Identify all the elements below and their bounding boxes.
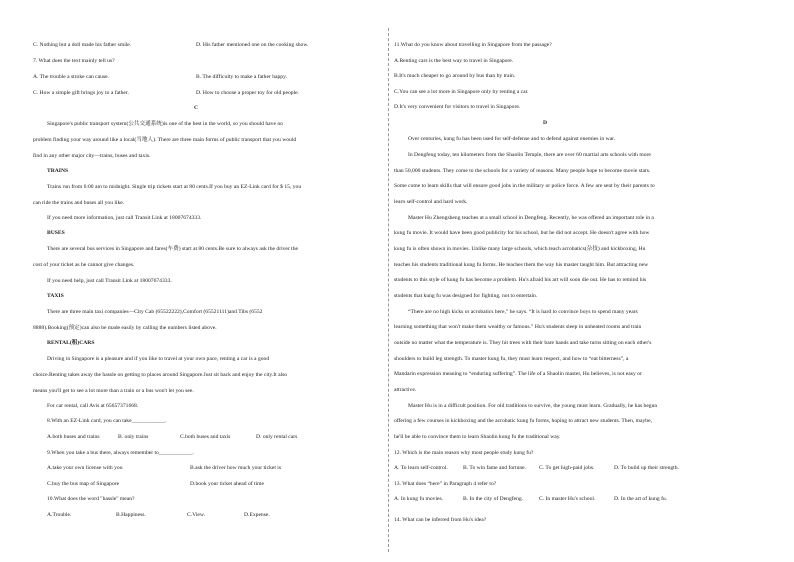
rental-cars-text: For car rental, call Avis at 65657371668.	[47, 403, 139, 409]
question-7: 7. What does the text mainly tell us?	[33, 58, 115, 64]
passage-d-paragraph: shoulders to build leg strength. To master kung fu, they must learn respect, and how to “eat bitterness”, a	[394, 356, 629, 362]
question-13: 13. What does “here” in Paragraph 4 refer to?	[394, 481, 497, 487]
question-14: 14. What can be inferred from Hu's idea?	[394, 517, 487, 523]
q11-option-b: B.It's much cheaper to go around by bus than by train.	[394, 73, 516, 79]
passage-c-paragraph: Singapore's public transport system(公共交通系统)is one of the best in the world, so you should have no	[47, 121, 283, 127]
q11-option-a: A.Renting cars is the best way to travel in Singapore.	[394, 58, 514, 64]
q8-option-d: D. only rental cars	[256, 434, 298, 440]
rental-cars-text: Driving in Singapore is a pleasure and if you like to travel at your own pace, renting a car is a good	[47, 356, 270, 362]
passage-d-paragraph: teaches his students traditional kung fu forms. He teaches them the way his master taught him. But attracting new	[394, 262, 649, 268]
q10-option-a: A.Trouble.	[47, 512, 72, 518]
question-12: 12. Which is the main reason why most people study kung fu?	[394, 450, 534, 456]
rental-cars-text: choice.Renting takes away the hassle on getting to places around Singapore.Just sit back and enjoy the city.It also	[33, 372, 288, 378]
buses-text: There are several bus services in Singapore and fares(车费) start at 80 cents.Be sure to always ask the driver the	[47, 246, 299, 252]
q13-option-b: B. In the city of Dengfeng.	[463, 496, 524, 502]
q10-option-b: B.Happiness.	[116, 512, 146, 518]
q7-option-b: B. The difficulty to make a father happy.	[196, 74, 287, 80]
question-11: 11.What do you know about travelling in Singapore from the passage?	[394, 42, 552, 48]
passage-d-paragraph: students to this style of kung fu has become a problem. Hu's afraid his art will soon die out. He has to remind his	[394, 277, 647, 283]
passage-d-paragraph: In Dengfeng today, ten kilometers from the Shaolin Temple, there are over 60 martial arts schools with more	[408, 152, 651, 158]
passage-d-paragraph: offering a few courses in kickboxing and the acrobatic kung fu forms, hoping to attract new students. Then, maybe,	[394, 418, 652, 424]
rental-cars-text: means you'll get to see a lot more than a train or a bus won't let you see.	[33, 388, 194, 394]
q11-option-d: D.It's very convenient for visitors to travel in Singapore.	[394, 104, 521, 110]
passage-d-paragraph: than 50,000 students. They come to the schools for a variety of reasons. Many people hope to become movie stars.	[394, 168, 651, 174]
q13-option-a: A. In kung fu movies.	[394, 496, 444, 502]
question-8: 8.With an EZ-Link card, you can take____________.	[47, 418, 167, 424]
q10-option-d: D.Expense.	[244, 512, 270, 518]
question-9: 9.When you take a bus there, always remember to____________.	[47, 450, 194, 456]
passage-d-paragraph: learning something that won't make them wealthy or famous.” Hu's students sleep in unheated rooms and train	[394, 324, 642, 330]
trains-text: can ride the trains and buses all you like.	[33, 200, 125, 206]
q7-option-a: A. The trouble a stroke can cause.	[33, 74, 110, 80]
passage-d-paragraph: he'll be able to convince them to learn Shaolin kung fu the traditional way.	[394, 434, 561, 440]
q9-option-a: A.take your own license with you	[47, 465, 123, 471]
passage-c-paragraph: find in any other major city—trains, buses and taxis.	[33, 153, 151, 159]
passage-d-paragraph: “There are no high kicks or acrobatics here,” he says. “It is hard to convince boys to spend many years	[408, 309, 638, 315]
taxis-heading: TAXIS	[47, 293, 64, 299]
trains-heading: TRAINS	[47, 168, 69, 174]
section-d-heading: D	[543, 120, 548, 126]
q13-option-c: C. In master Hu's school.	[539, 496, 596, 502]
passage-d-paragraph: kung fu is often shown in movies. Unlike many large schools, which teach acrobatics(杂技) and kickboxing, Hu	[394, 246, 646, 252]
q7-option-c: C. How a simple gift brings joy to a father.	[33, 90, 129, 96]
column-divider	[388, 28, 389, 552]
taxis-text: 8888).Booking(预定)can also be made easily by calling the numbers listed above.	[33, 325, 217, 331]
question-10: 10.What does the word "hassle" mean?	[47, 496, 135, 502]
passage-c-paragraph: problem finding your way around like a local(当地人). There are three main forms of public transport that you would	[33, 137, 297, 143]
q8-option-a: A.both buses and trains	[47, 434, 100, 440]
taxis-text: There are three main taxi companies—City Cab (65522222),Comfort (65521111)and Tibs (6552	[47, 309, 263, 315]
q6-option-d: D. His father mentioned one on the cooking show.	[196, 42, 309, 48]
passage-d-paragraph: kung fu movie. It would have been good publicity for his school, but he did not accept. He doesn't agree with how	[394, 230, 650, 236]
q11-option-c: C.You can see a lot more in Singapore only by renting a car.	[394, 89, 529, 95]
buses-heading: BUSES	[47, 230, 65, 236]
q8-option-b: B. only trains	[118, 434, 149, 440]
buses-text: If you need help, just call Transit Link at 18007674333.	[47, 278, 172, 284]
passage-d-paragraph: Master Hu Zhengsheng teaches at a small school in Dengfeng. Recently, he was offered an important role in a	[408, 215, 654, 221]
passage-d-paragraph: outside no matter what the temperature is. They hit trees with their bare hands and take turns sitting on each other's	[394, 340, 652, 346]
passage-d-paragraph: learn self-control and hard work.	[394, 199, 468, 205]
q9-option-c: C.buy the bus map of Singapore	[47, 481, 120, 487]
q12-option-b: B. To win fame and fortune.	[463, 465, 527, 471]
trains-text: Trains run from 6:00 am to midnight. Single trip tickets start at 80 cents.If you buy an EZ-Link card for $ 15, you	[47, 184, 302, 190]
passage-d-paragraph: Over centuries, kung fu has been used for self-defense and to defend against enemies in war.	[408, 136, 616, 142]
q9-option-d: D.book your ticket ahead of time	[190, 481, 264, 487]
passage-d-paragraph: Some come to learn skills that will ensure good jobs in the military or police force. A few are sent by their parents to	[394, 183, 655, 189]
q6-option-c: C. Nothing but a doll made his father smile.	[33, 42, 132, 48]
buses-text: cost of your ticket as he cannot give changes.	[33, 262, 135, 268]
passage-d-paragraph: attractive.	[394, 387, 417, 393]
section-c-heading: C	[194, 105, 199, 111]
passage-d-paragraph: Mandarin expression meaning to “enduring suffering”. The life of a Shaolin master, Hu believes, is not easy or	[394, 371, 642, 377]
rental-cars-heading: RENTAL(租)CARS	[47, 340, 95, 346]
q12-option-a: A. To learn self-control.	[394, 465, 448, 471]
q7-option-d: D. How to choose a proper toy for old people.	[196, 90, 299, 96]
q12-option-d: D. To build up their strength.	[614, 465, 679, 471]
passage-d-paragraph: students that kung fu was designed for fighting, not to entertain.	[394, 293, 538, 299]
q12-option-c: C. To get high-paid jobs.	[539, 465, 595, 471]
passage-d-paragraph: Master Hu is in a difficult position. For old traditions to survive, the young must learn. Gradually, he has begun	[408, 403, 658, 409]
q9-option-b: B.ask the driver how much your ticket is	[190, 465, 282, 471]
q10-option-c: C.View.	[187, 512, 205, 518]
q13-option-d: D. In the art of kung fu.	[614, 496, 668, 502]
trains-text: If you need more information, just call Transit Link at 18007674333.	[47, 215, 202, 221]
q8-option-c: C.both buses and taxis	[180, 434, 231, 440]
